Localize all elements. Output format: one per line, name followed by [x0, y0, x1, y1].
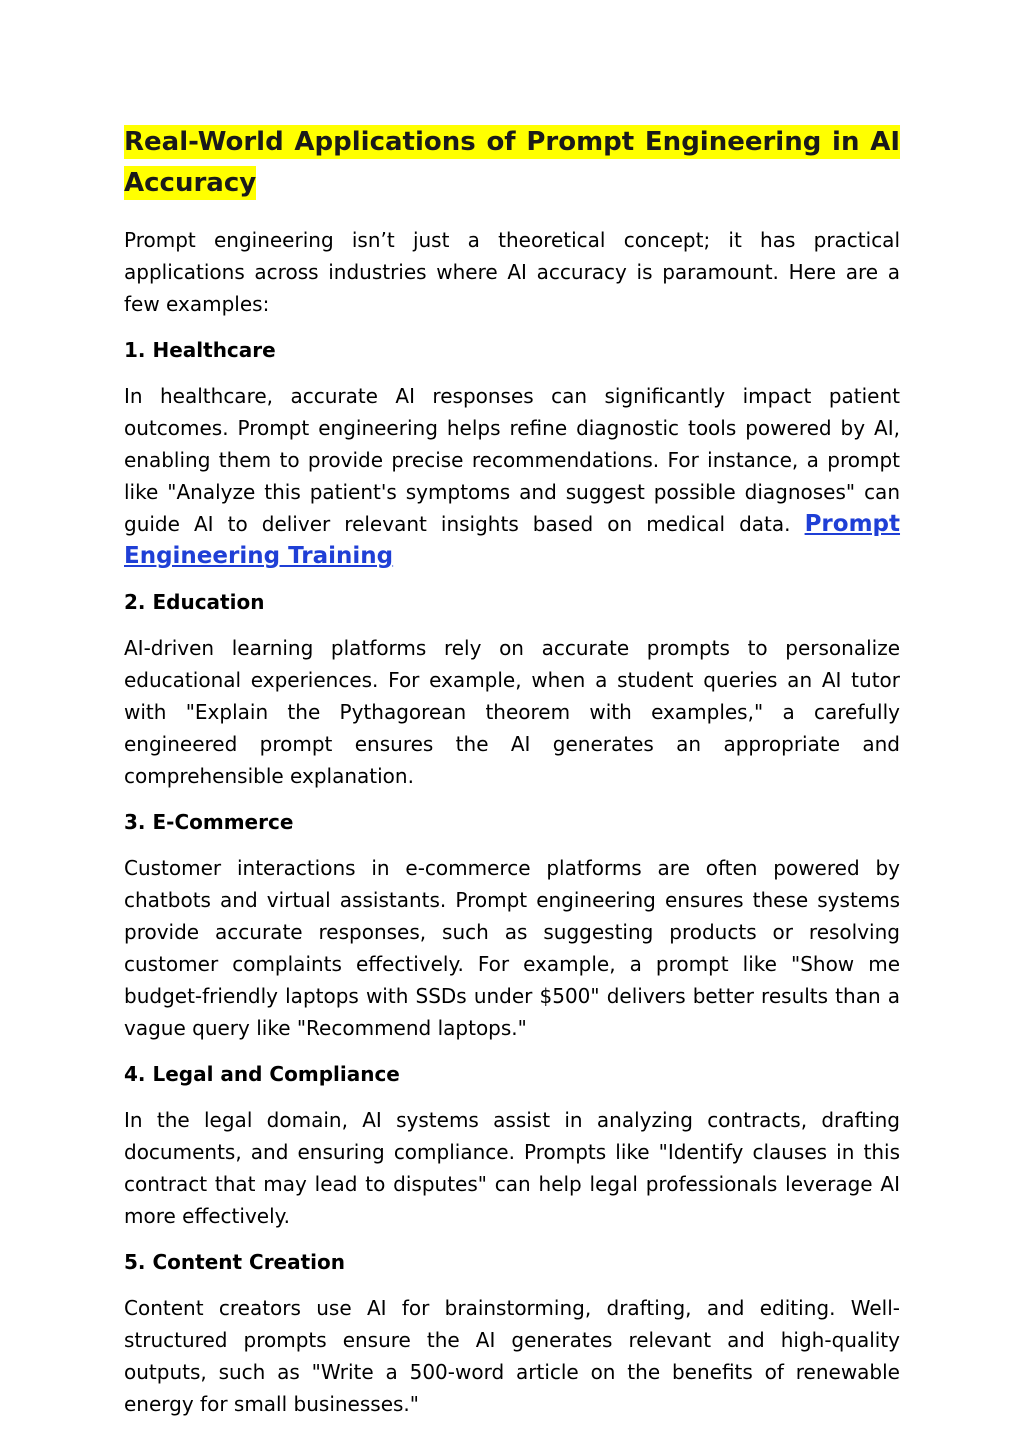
section-body-content-creation: Content creators use AI for brainstorming, drafting, and editing. Well-structured prompts ensure the AI generates relevant and high-quality outputs, such as "Write a 500-word article on the benefits of renewable energy for small businesses." — [124, 1296, 900, 1416]
intro-paragraph: Prompt engineering isn’t just a theoretical concept; it has practical applications across industries where AI accuracy is paramount. Here are a few examples: — [124, 228, 900, 316]
section-heading-ecommerce: 3. E-Commerce — [124, 810, 294, 834]
section-heading-legal: 4. Legal and Compliance — [124, 1062, 400, 1086]
section-body-education: AI-driven learning platforms rely on accurate prompts to personalize educational experiences. For example, when a student queries an AI tutor with "Explain the Pythagorean theorem with examples," a carefully engineered prompt ensures the AI generates an appropriate and comprehensible explanation. — [124, 636, 900, 788]
page-title — [124, 122, 900, 204]
section-heading-healthcare: 1. Healthcare — [124, 338, 276, 362]
section-heading-education: 2. Education — [124, 590, 265, 614]
document-page — [124, 122, 900, 1434]
section-body-healthcare — [124, 380, 900, 572]
prompt-engineering-training-link[interactable]: Prompt Engineering Training — [124, 511, 901, 569]
section-body-legal: In the legal domain, AI systems assist in analyzing contracts, drafting documents, and ensuring compliance. Prompts like "Identify clauses in this contract that may lead to disputes" can help legal professionals leverage AI more effectively. — [124, 1108, 900, 1228]
section-heading-content-creation: 5. Content Creation — [124, 1250, 346, 1274]
page-title-text: Real-World Applications of Prompt Engineering in AI Accuracy — [124, 127, 900, 198]
section-body-ecommerce: Customer interactions in e-commerce platforms are often powered by chatbots and virtual assistants. Prompt engineering ensures these systems provide accurate responses, such as suggesting products or resolving customer complaints effectively. For example, a prompt like "Show me budget-friendly laptops with SSDs under $500" delivers better results than a vague query like "Recommend laptops." — [124, 856, 900, 1040]
section-body-healthcare-text: In healthcare, accurate AI responses can significantly impact patient outcomes. Prompt engineering helps refine diagnostic tools powered by AI, enabling them to provide precise recommendations. For instance, a prompt like "Analyze this patient's symptoms and suggest possible diagnoses" can guide AI to deliver relevant insights based on medical data. — [124, 384, 900, 536]
